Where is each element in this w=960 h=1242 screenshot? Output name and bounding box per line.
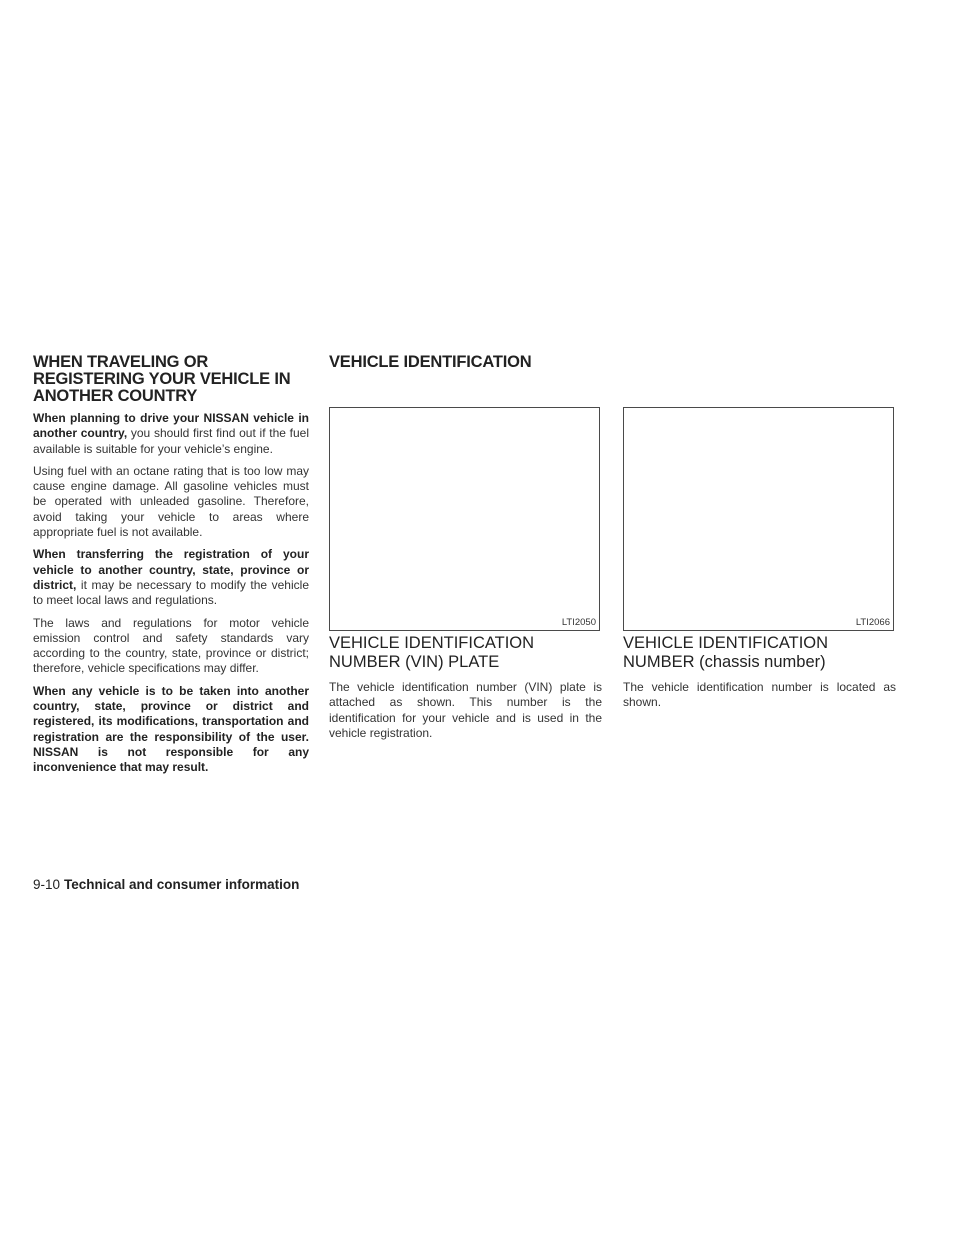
travel-p1-bold: When planning to drive your NISSAN vehicle in another country, bbox=[33, 411, 309, 441]
travel-paragraph-5 bbox=[33, 684, 309, 776]
vin-plate-figure bbox=[329, 407, 600, 631]
travel-paragraph-4: The laws and regulations for motor vehicle emission control and safety standards vary according to the country, state, province or district; therefore, vehicle specifications may differ. bbox=[33, 615, 309, 676]
travel-paragraph-2: Using fuel with an octane rating that is too low may cause engine damage. All gasoline vehicles must be operated with unleaded gasoline. Therefore, avoid taking your vehicle to areas where appropriate fuel is not available. bbox=[33, 463, 309, 540]
travel-p1-text: you should first find out if the fuel available is suitable for your vehicle’s engine. bbox=[33, 426, 309, 456]
travel-p3-text: it may be necessary to modify the vehicle to meet local laws and regulations. bbox=[33, 577, 309, 608]
travel-p5-bold: When any vehicle is to be taken into another country, state, province or district and registered, its modifications, transportation and registration are the responsibility of the user. NISSAN is not responsible for any inconvenience that may result. bbox=[33, 683, 309, 775]
travel-paragraph-3 bbox=[33, 547, 309, 608]
travel-heading: WHEN TRAVELING OR REGISTERING YOUR VEHICLE IN ANOTHER COUNTRY bbox=[33, 353, 291, 405]
travel-body bbox=[33, 411, 309, 776]
travel-paragraph-1 bbox=[33, 411, 309, 457]
chassis-number-figure-code: LTI2066 bbox=[855, 617, 890, 628]
vin-plate-figure-code: LTI2050 bbox=[561, 617, 596, 628]
vin-plate-heading: VEHICLE IDENTIFICATION NUMBER (VIN) PLATE bbox=[329, 634, 535, 671]
travel-section bbox=[33, 354, 309, 783]
page-footer bbox=[33, 877, 299, 892]
footer-section-name: Technical and consumer information bbox=[64, 877, 300, 892]
chassis-number-figure bbox=[623, 407, 894, 631]
chassis-number-text: The vehicle identification number is located as shown. bbox=[623, 680, 896, 710]
vehicle-identification-heading: VEHICLE IDENTIFICATION bbox=[329, 353, 532, 371]
vin-plate-text: The vehicle identification number (VIN) plate is attached as shown. This number is the identification for your vehicle and is used in the vehicle registration. bbox=[329, 680, 602, 740]
chassis-number-heading: VEHICLE IDENTIFICATION NUMBER (chassis number) bbox=[623, 634, 829, 671]
page-number: 9-10 bbox=[33, 877, 61, 892]
travel-p3-bold: When transferring the registration of your vehicle to another country, state, province or district, bbox=[33, 547, 309, 592]
